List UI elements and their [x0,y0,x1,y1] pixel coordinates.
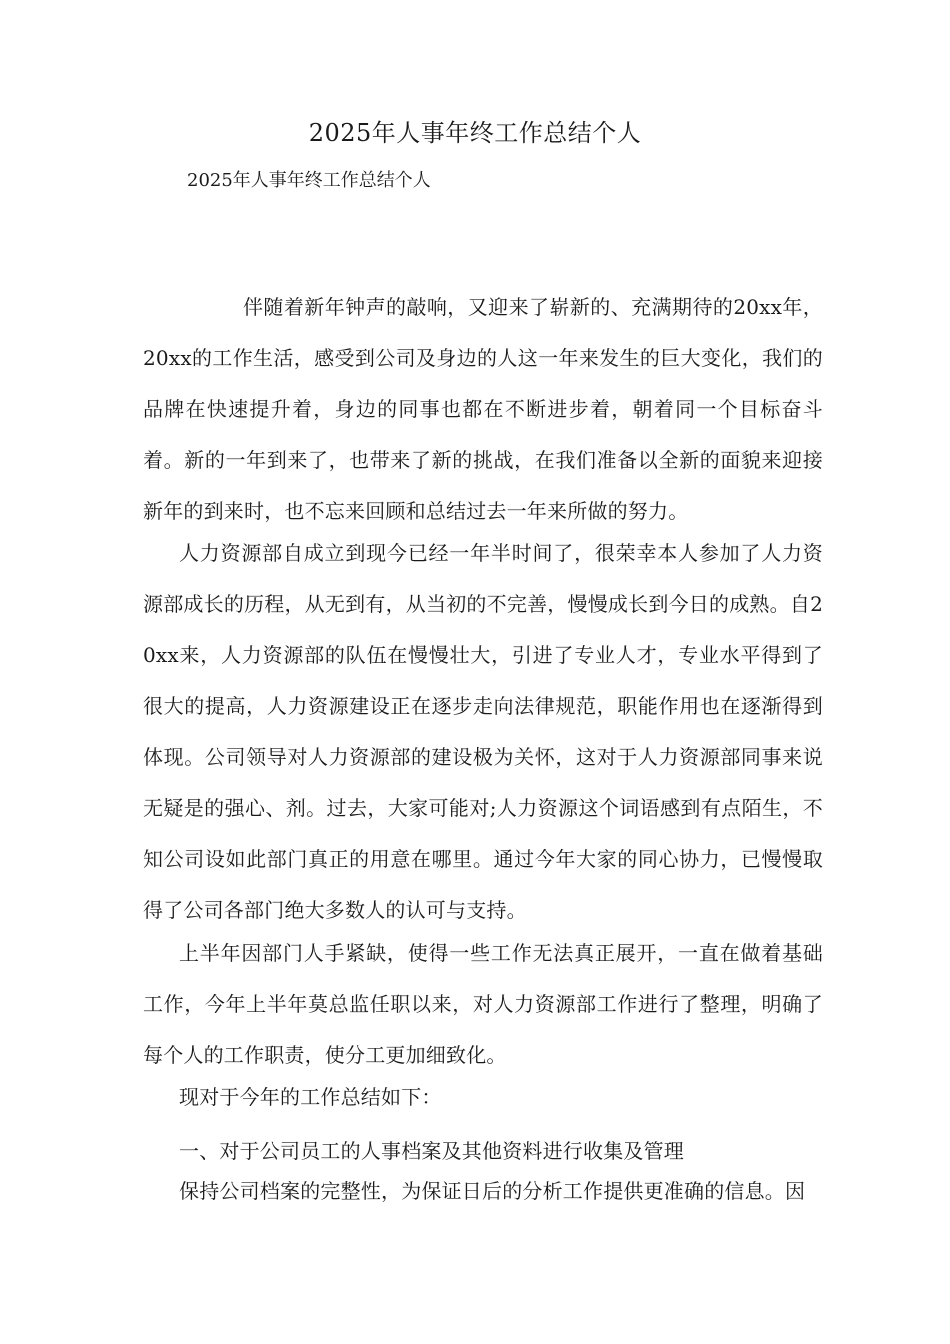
paragraph-archive: 保持公司档案的完整性，为保证日后的分析工作提供更准确的信息。因 [179,1179,806,1203]
document-subtitle: 2025年人事年终工作总结个人 [187,170,431,191]
section-heading-1: 一、对于公司员工的人事档案及其他资料进行收集及管理 [179,1139,684,1163]
document-title: 2025年人事年终工作总结个人 [308,119,642,147]
paragraph-first-half-year: 上半年因部门人手紧缺，使得一些工作无法真正展开，一直在做着基础工作，今年上半年莫总监任职以来，对人力资源部工作进行了整理，明确了每个人的工作职责，使分工更加细致化。 [143,941,823,1067]
paragraph-summary-lead: 现对于今年的工作总结如下： [179,1085,442,1109]
paragraph-hr-development: 人力资源部自成立到现今已经一年半时间了，很荣幸本人参加了人力资源部成长的历程，从无到有，从当初的不完善，慢慢成长到今日的成熟。自20xx来，人力资源部的队伍在慢慢壮大，引进了专业人才，专业水平得到了很大的提高，人力资源建设正在逐步走向法律规范，职能作用也在逐渐得到体现。公司领导对人力资源部的建设极为关怀，这对于人力资源部同事来说无疑是的强心、剂。过去，大家可能对;人力资源这个词语感到有点陌生，不知公司设如此部门真正的用意在哪里。通过今年大家的同心协力，已慢慢取得了公司各部门绝大多数人的认可与支持。 [143,541,823,922]
paragraph-intro: 伴随着新年钟声的敲响，又迎来了崭新的、充满期待的20xx年，20xx的工作生活，感受到公司及身边的人这一年来发生的巨大变化，我们的品牌在快速提升着，身边的同事也都在不断进步着，朝着同一个目标奋斗着。新的一年到来了，也带来了新的挑战，在我们准备以全新的面貌来迎接新年的到来时，也不忘来回顾和总结过去一年来所做的努力。 [143,295,823,523]
